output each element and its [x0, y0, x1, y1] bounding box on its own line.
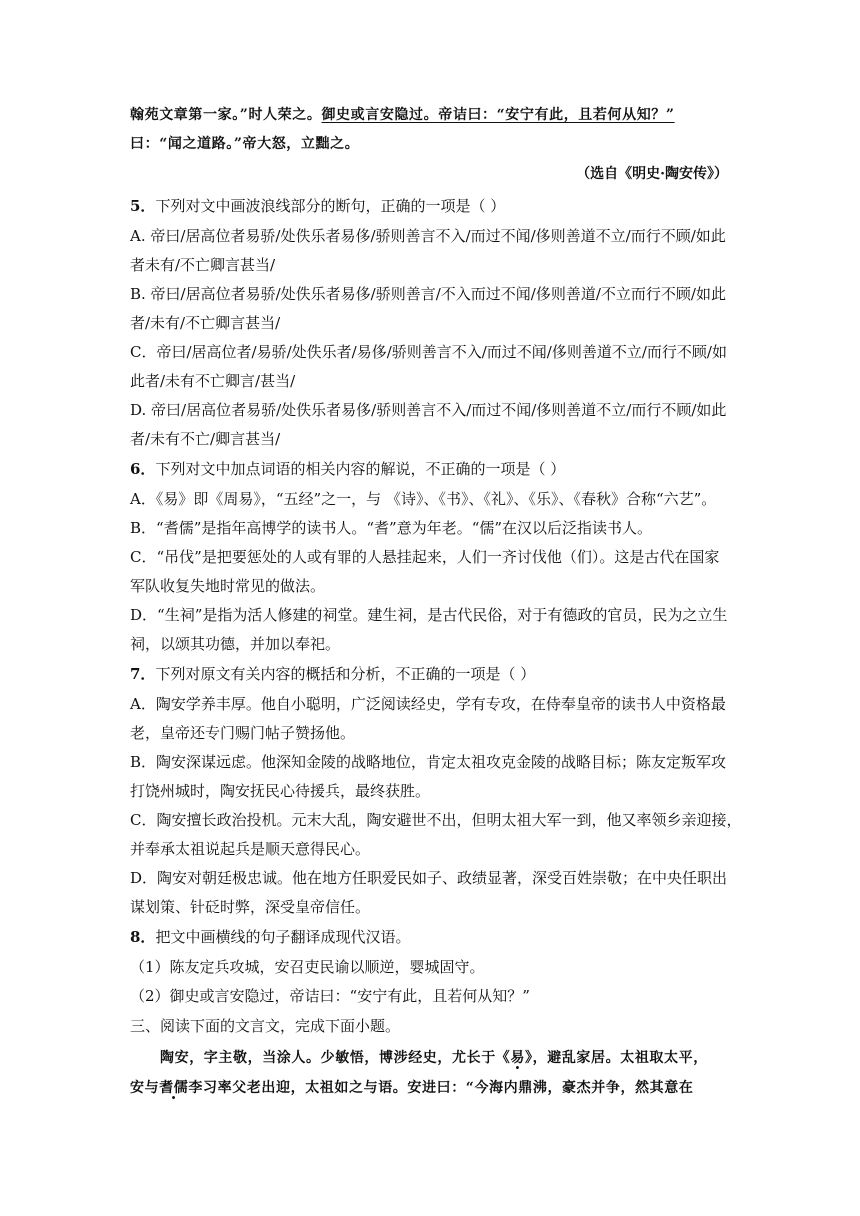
q7-option-c: C．陶安擅长政治投机。元末大乱，陶安避世不出，但明太祖大军一到，他又率领乡亲迎接，: [130, 811, 742, 829]
q8-sentence-1: （1）陈友定兵攻城，安召吏民谕以顺逆，婴城固守。: [130, 958, 485, 976]
q7-option-d-cont: 谋划策、针砭时弊，深受皇帝信任。: [130, 898, 371, 916]
q6-option-b: B．“耆儒”是指年高博学的读书人。“耆”意为年老。“儒”在汉以后泛指读书人。: [130, 519, 653, 537]
q5-option-d-cont: 者/未有不亡/卿言甚当/: [130, 430, 281, 448]
source-citation: （选自《明史·陶安传》）: [576, 166, 728, 182]
q5-option-a-cont: 者未有/不亡卿言甚当/: [130, 256, 276, 274]
question-5-stem: 5．下列对文中画波浪线部分的断句，正确的一项是（ ）: [130, 197, 506, 215]
q5-option-d: D. 帝曰/居高位者易骄/处佚乐者易侈/骄则善言不入/而过不闻/侈则善道不立/而行不顾/如此: [130, 401, 727, 419]
section-3-heading: 三、阅读下面的文言文，完成下面小题。: [130, 1017, 401, 1035]
q5-option-b-cont: 者/未有/不亡卿言甚当/: [130, 314, 281, 332]
q6-option-d: D．“生祠”是指为活人修建的祠堂。建生祠，是古代民俗，对于有德政的官员，民为之立生: [130, 606, 728, 624]
passage-line: 曰：“闻之道路。”帝大怒，立黜之。: [130, 136, 360, 152]
question-7-stem: 7．下列对原文有关内容的概括和分析，不正确的一项是（ ）: [130, 665, 536, 683]
q5-option-b: B. 帝曰/居高位者易骄/处佚乐者易侈/骄则善言/不入而过不闻/侈则善道/不立而行不顾/如此: [130, 285, 726, 303]
passage-line: 翰苑文章第一家。”时人荣之。御史或言安隐过。帝诘曰：“安宁有此，且若何从知？”: [130, 107, 675, 123]
q7-option-c-cont: 并奉承太祖说起兵是顺天意得民心。: [130, 840, 371, 858]
passage-line: 安与耆儒李习率父老出迎，太祖如之与语。安进曰：“今海内鼎沸，豪杰并争，然其意在: [130, 1080, 694, 1096]
q7-option-d: D．陶安对朝廷极忠诚。他在地方任职爱民如子、政绩显著，深受百姓崇敬；在中央任职出: [130, 869, 728, 887]
q6-option-c: C．“吊伐”是把要惩处的人或有罪的人悬挂起来，人们一齐讨伐他（们）。这是古代在国家: [130, 548, 720, 566]
dotted-term: 耆儒: [159, 1080, 189, 1096]
q5-option-c-cont: 此者/未有不亡卿言/甚当/: [130, 372, 296, 390]
passage-line: 陶安，字主敬，当涂人。少敏悟，博涉经史，尤长于《易》，避乱家居。太祖取太平，: [160, 1050, 708, 1066]
dotted-term: 易: [510, 1050, 526, 1066]
q7-option-a: A．陶安学养丰厚。他自小聪明，广泛阅读经史，学有专攻，在侍奉皇帝的读书人中资格最: [130, 695, 726, 713]
underlined-sentence: 御史或言安隐过。帝诘曰：“安宁有此，且若何从知？”: [321, 107, 675, 123]
q7-option-b: B．陶安深谋远虑。他深知金陵的战略地位，肯定太祖攻克金陵的战略目标；陈友定叛军攻: [130, 753, 727, 771]
q5-option-c: C．帝曰/居高位者/易骄/处佚乐者/易侈/骄则善言不入/而过不闻/侈则善道不立/而行不顾/如: [130, 343, 727, 361]
q7-option-b-cont: 打饶州城时，陶安抚民心待援兵，最终获胜。: [130, 782, 431, 800]
q6-option-a: A．《易》即《周易》，“五经”之一，与 《诗》、《书》、《礼》、《乐》、《春秋》合称“六艺”。: [130, 490, 717, 508]
q5-option-a: A. 帝曰/居高位者易骄/处佚乐者易侈/骄则善言不入/而过不闻/侈则善道不立/而行不顾/如此: [130, 227, 726, 245]
question-6-stem: 6．下列对文中加点词语的相关内容的解说，不正确的一项是（ ）: [130, 460, 566, 478]
q6-option-c-cont: 军队收复失地时常见的做法。: [130, 577, 326, 595]
q6-option-d-cont: 祠，以颂其功德，并加以奉祀。: [130, 635, 341, 653]
q7-option-a-cont: 老，皇帝还专门赐门帖子赞扬他。: [130, 724, 356, 742]
q8-sentence-2: （2）御史或言安隐过，帝诘曰：“安宁有此，且若何从知？”: [130, 987, 530, 1005]
question-8-stem: 8．把文中画横线的句子翻译成现代汉语。: [130, 928, 411, 946]
